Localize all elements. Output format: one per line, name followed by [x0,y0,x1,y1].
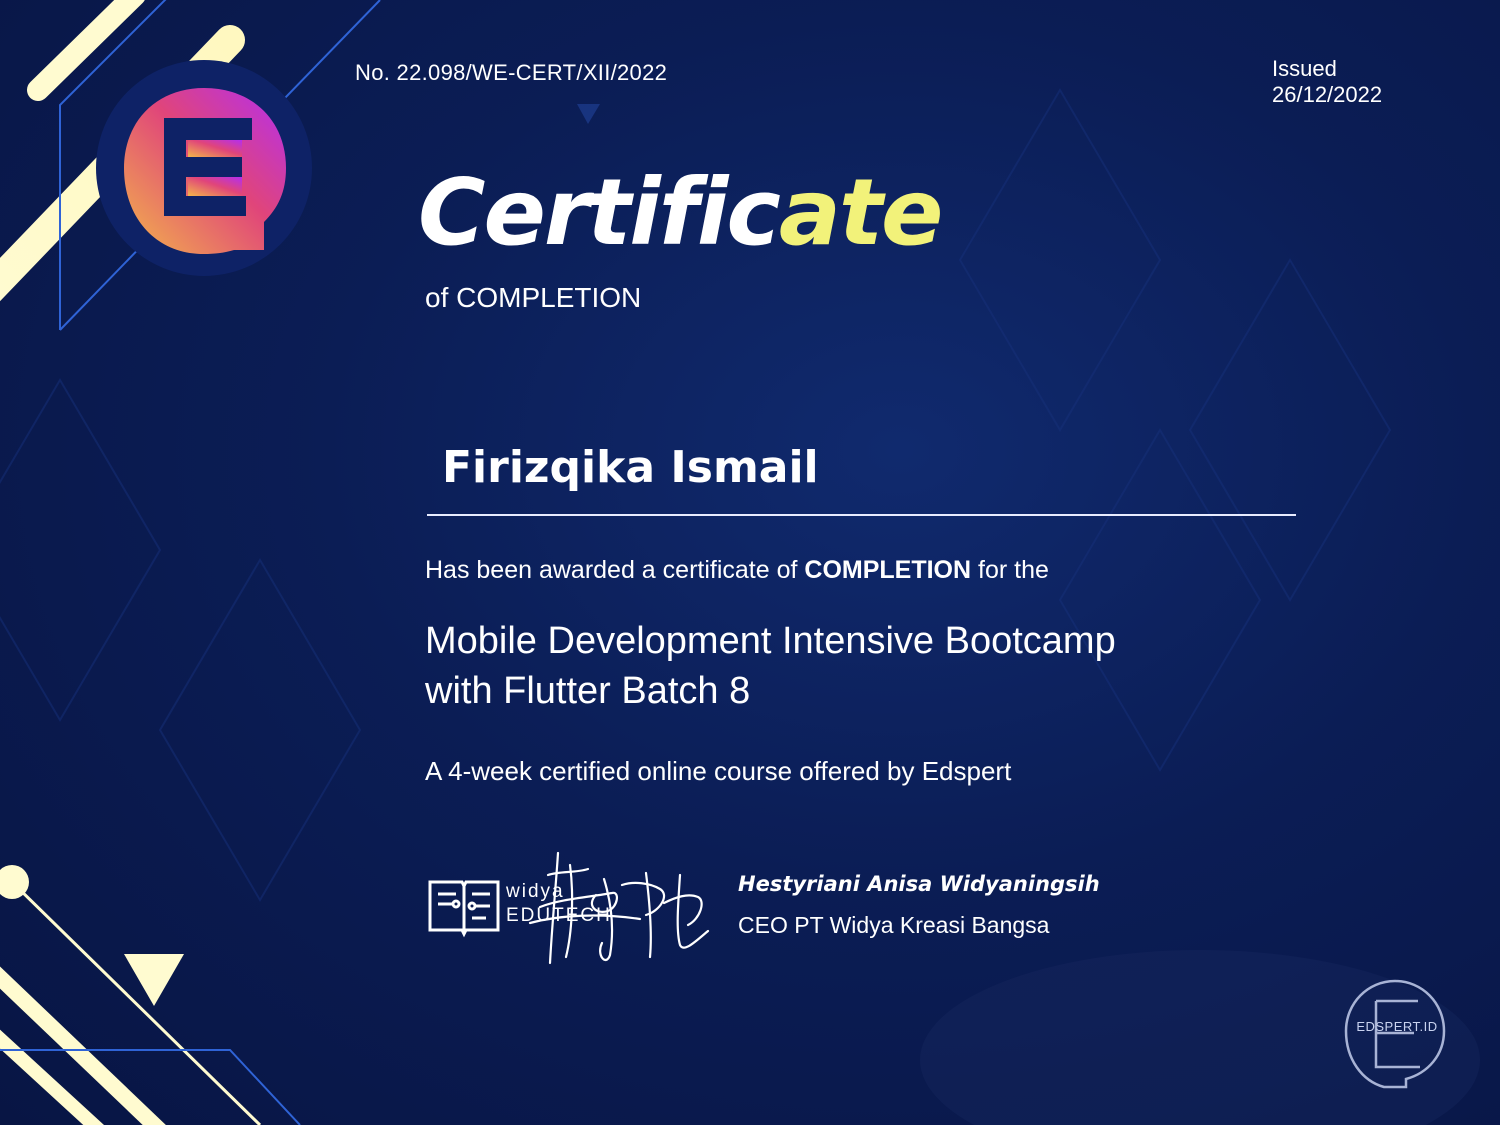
name-underline [427,514,1296,516]
signature [500,845,720,970]
course-offered-by: A 4-week certified online course offered by Edspert [425,756,1012,786]
issued-label: Issued [1272,56,1337,81]
partner-line-2: EDUTECH [506,905,612,926]
title-white-part: Certific [418,159,779,266]
edspert-logo [94,60,314,280]
certificate-title [418,158,941,268]
certificate-subtitle: of COMPLETION [425,282,642,313]
partner-line-1: widya [506,881,565,902]
awarded-statement [425,556,1049,585]
awarded-bold: COMPLETION [804,556,972,584]
recipient-name: Firizqika Ismail [442,442,819,493]
course-title-line-2: with Flutter Batch 8 [425,670,751,712]
course-title-line-1: Mobile Development Intensive Bootcamp [425,620,1116,662]
title-yellow-part: ate [778,159,942,266]
issued-date: 26/12/2022 [1272,82,1383,107]
issued-block [1272,56,1382,108]
awarded-prefix: Has been awarded a certificate of [425,556,805,584]
seal-text: EDSPERT.ID [1356,1019,1438,1034]
awarded-suffix: for the [971,556,1049,584]
course-title [425,616,1325,716]
certificate-number: No. 22.098/WE-CERT/XII/2022 [355,60,668,85]
signatory-name: Hestyriani Anisa Widyaningsih [738,872,1100,896]
signatory-title: CEO PT Widya Kreasi Bangsa [738,912,1050,938]
